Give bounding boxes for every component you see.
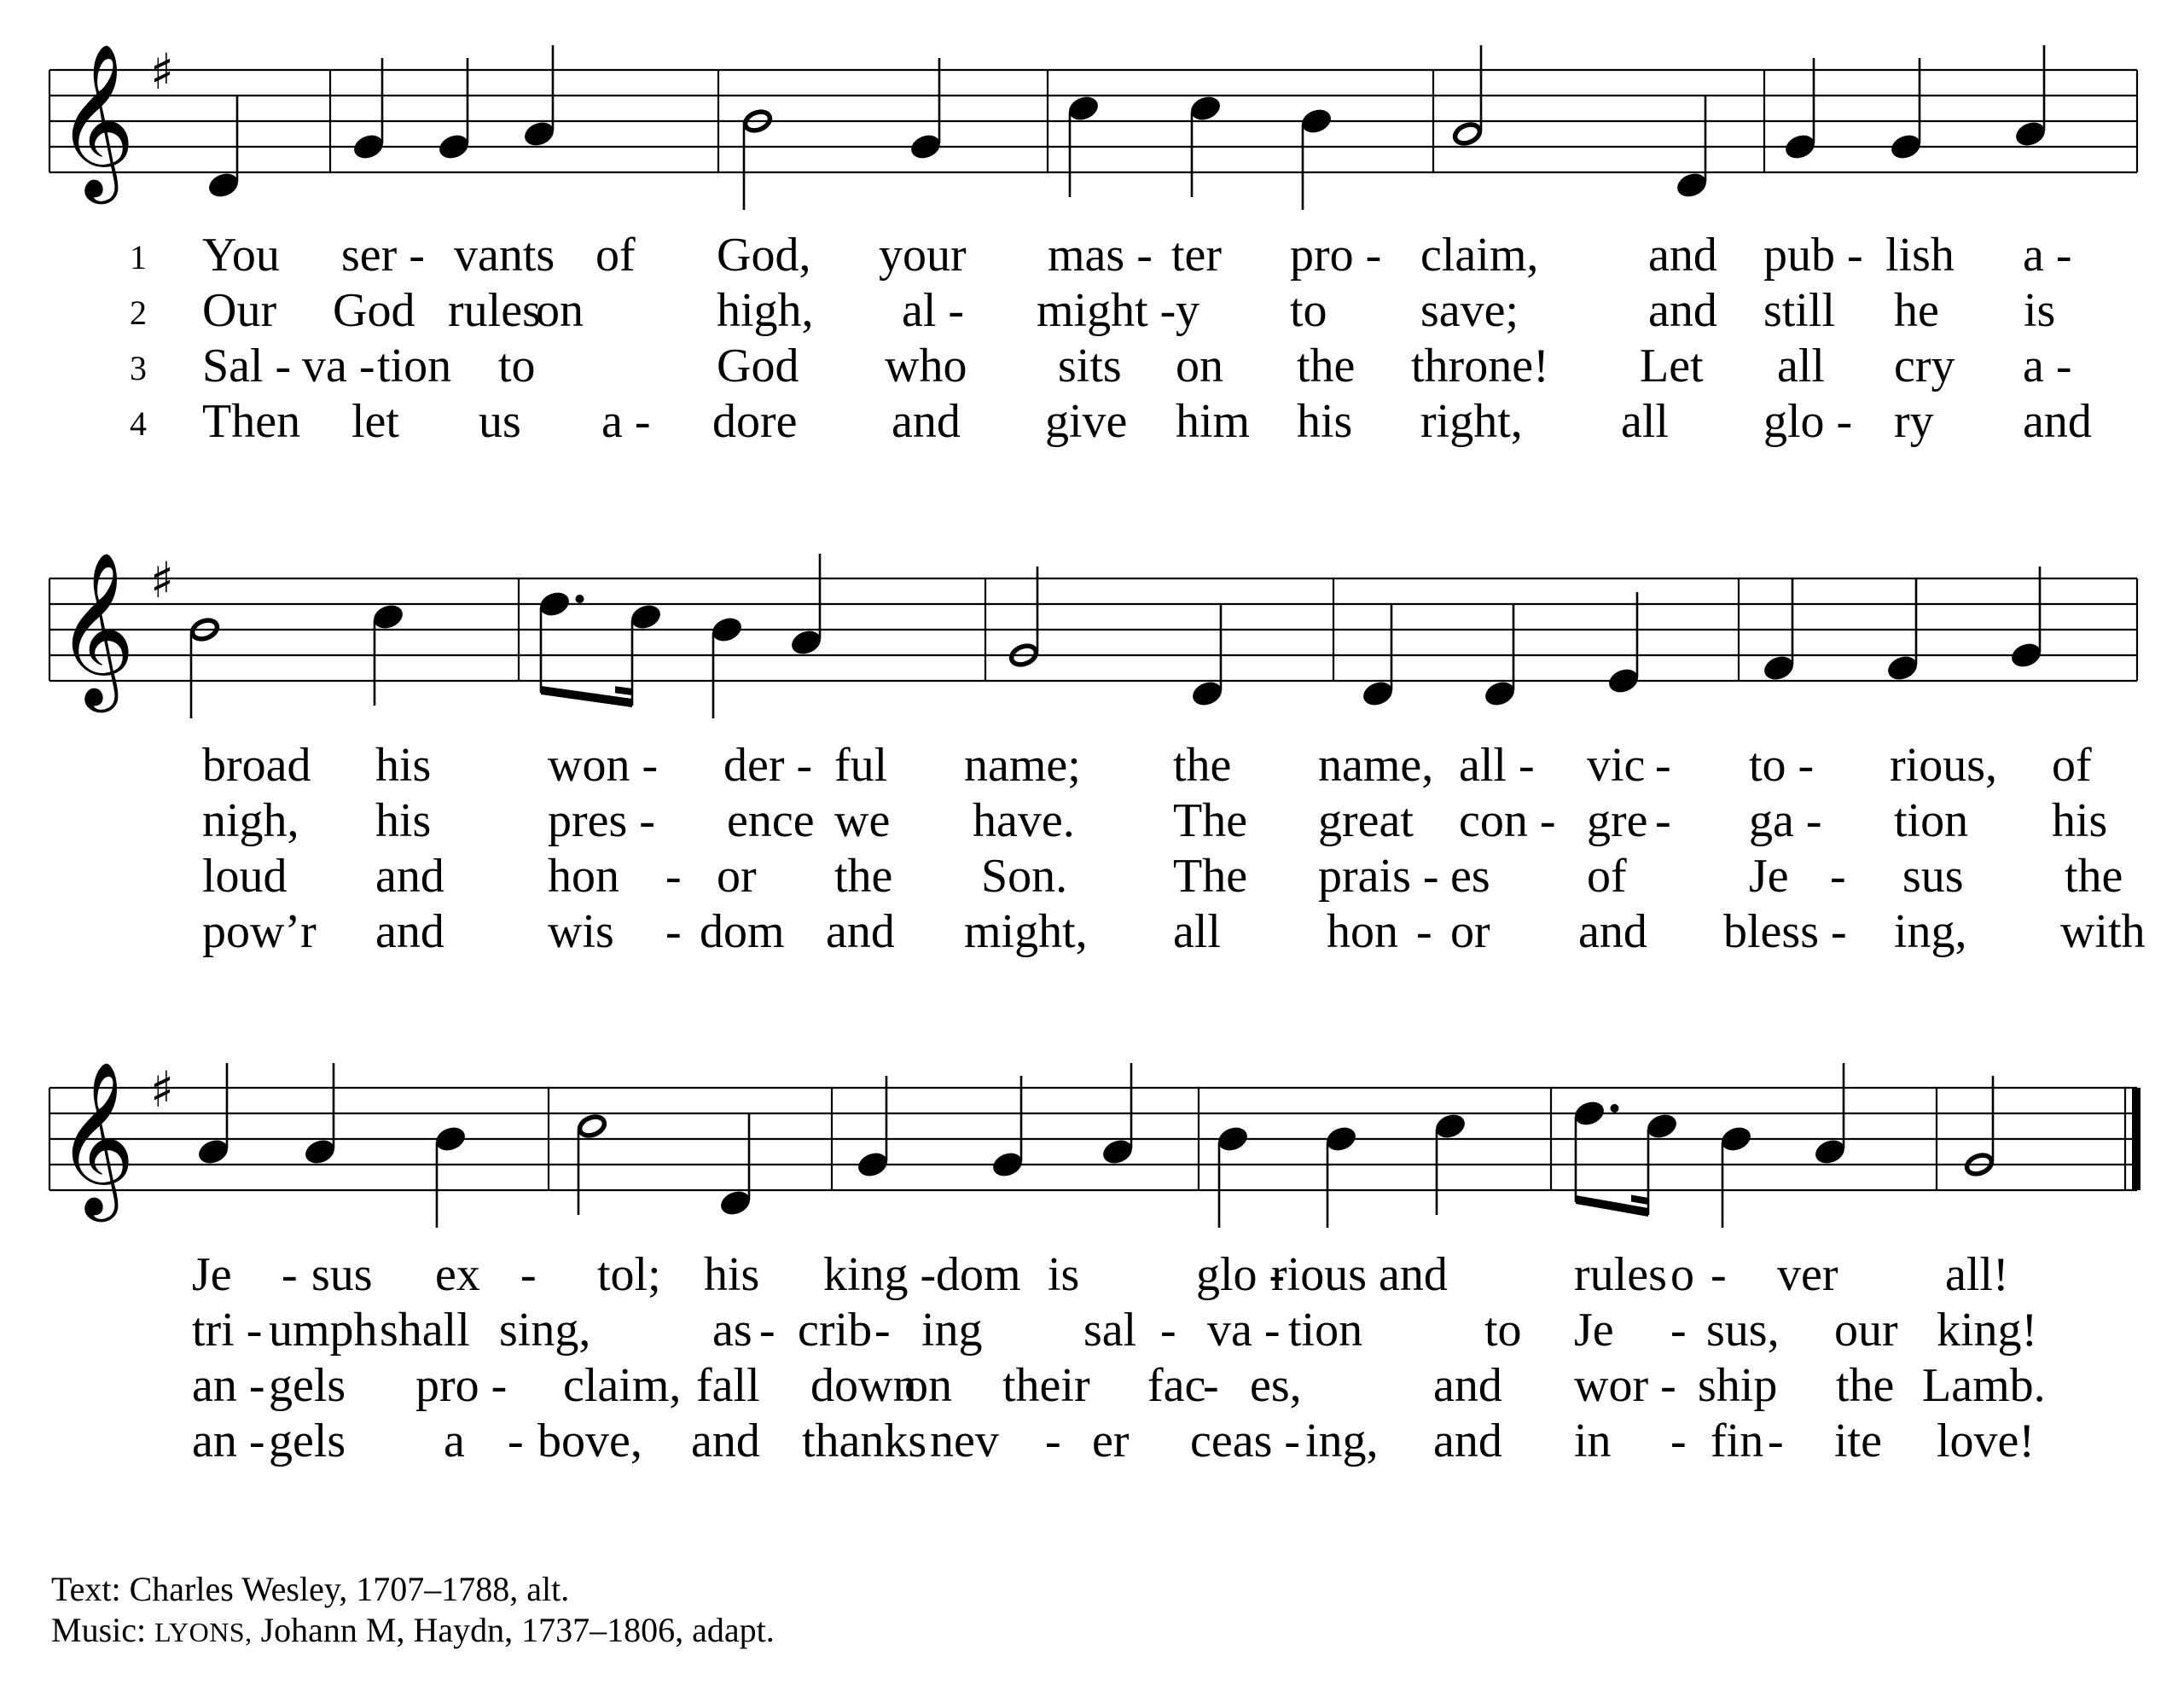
lyric-syllable: the (1836, 1359, 1895, 1412)
lyric-syllable: nev (930, 1415, 999, 1467)
quarter-note (1644, 1111, 1680, 1142)
quarter-note (1215, 1124, 1251, 1154)
augmentation-dot (576, 595, 584, 603)
lyric-syllable: rious (1271, 1248, 1367, 1301)
lyric-syllable: the (1297, 340, 1356, 392)
lyric-syllable: er (1092, 1415, 1130, 1467)
lyric-syllable: Je (192, 1248, 232, 1301)
lyric-syllable: con - (1459, 794, 1556, 847)
lyric-syllable: tri - (192, 1304, 263, 1357)
lyric-syllable: and (1648, 284, 1717, 337)
key-signature-sharp: ♯ (150, 1060, 175, 1118)
quarter-note (1188, 93, 1223, 124)
quarter-note (2013, 119, 2048, 149)
lyric-syllable: lish (1885, 229, 1955, 282)
system-3 (49, 1060, 2140, 1467)
lyric-syllable: all (1621, 395, 1669, 448)
lyric-syllable: or (717, 850, 757, 903)
lyric-syllable: high, (717, 284, 814, 337)
lyric-syllable: and (1648, 229, 1717, 282)
text-credit (51, 1568, 569, 1611)
lyric-syllable: on (904, 1359, 952, 1412)
lyric-syllable: is (2024, 284, 2056, 337)
half-note (577, 1113, 607, 1139)
lyric-syllable: ex (435, 1248, 480, 1301)
lyric-syllable: ite (1834, 1415, 1882, 1467)
lyric-syllable: You (202, 229, 280, 282)
lyric-syllable: is (1048, 1248, 1080, 1301)
lyric-syllable: his (1297, 395, 1353, 448)
lyric-syllable: tol; (597, 1248, 661, 1301)
lyric-syllable: his (2052, 794, 2108, 847)
lyric-syllable: tion (1894, 794, 1969, 847)
lyric-syllable: name, (1318, 739, 1434, 792)
lyric-syllable: es (1450, 850, 1490, 903)
lyric-syllable: or (1450, 905, 1490, 958)
lyric-syllable: - (1045, 1415, 1061, 1467)
lyric-syllable: va - (302, 340, 375, 392)
lyric-syllable: - (1830, 850, 1846, 903)
quarter-note (351, 131, 386, 162)
lyric-syllable: claim, (563, 1359, 682, 1412)
lyric-syllable: all! (1945, 1248, 2009, 1301)
lyric-syllable: ga - (1749, 794, 1822, 847)
treble-clef: 𝄞 (56, 1060, 136, 1215)
quarter-note (1482, 678, 1518, 709)
lyric-syllable: to (1484, 1304, 1522, 1357)
lyric-syllable: of (2052, 739, 2092, 792)
lyric-syllable: to (498, 340, 536, 392)
lyric-syllable: va - (1207, 1304, 1281, 1357)
quarter-note (1761, 653, 1797, 683)
lyric-syllable: Our (202, 284, 277, 337)
quarter-note (1066, 93, 1101, 124)
system-2 (49, 550, 2146, 958)
lyric-syllable: Je (1574, 1304, 1614, 1357)
lyric-syllable: his (375, 739, 432, 792)
quarter-note (1888, 131, 1924, 162)
lyric-syllable: his (375, 794, 432, 847)
lyric-syllable: der - (723, 739, 813, 792)
lyric-syllable: and (1433, 1415, 1502, 1467)
quarter-note (1606, 665, 1641, 696)
lyric-syllable: great (1318, 794, 1414, 847)
lyric-syllable: his (704, 1248, 760, 1301)
lyric-syllable: pro - (1290, 229, 1382, 282)
lyric-syllable: glo - (1763, 395, 1853, 448)
lyric-syllable: mas - (1048, 229, 1153, 282)
lyric-syllable: crib (798, 1304, 873, 1357)
lyric-syllable: - (1768, 1415, 1784, 1467)
quarter-note (788, 627, 824, 658)
lyric-syllable: broad (202, 739, 311, 792)
lyric-syllable: Sal - (202, 340, 292, 392)
quarter-note (537, 589, 572, 619)
lyric-syllable: a (444, 1415, 465, 1467)
quarter-note (1298, 106, 1334, 137)
lyric-syllable: and (892, 395, 961, 448)
lyric-syllable: shall (380, 1304, 470, 1357)
lyric-syllable: an - (192, 1359, 265, 1412)
lyric-syllable: and (2023, 395, 2092, 448)
lyric-syllable: and (1578, 905, 1647, 958)
lyric-syllable: dore (712, 395, 798, 448)
lyric-syllable: wor - (1574, 1359, 1676, 1412)
lyric-syllable: rious, (1890, 739, 1997, 792)
lyric-syllable: prais - (1318, 850, 1439, 903)
lyric-syllable: us (479, 395, 521, 448)
lyric-syllable: to - (1749, 739, 1815, 792)
lyric-syllable: Son. (981, 850, 1068, 903)
lyric-syllable: fac (1147, 1359, 1206, 1412)
treble-clef: 𝄞 (56, 550, 136, 706)
quarter-note (1189, 678, 1225, 709)
lyric-syllable: - (1711, 1248, 1727, 1301)
lyric-syllable: God (717, 340, 799, 392)
lyric-syllable: ing, (1894, 905, 1967, 958)
lyric-syllable: the (2065, 850, 2123, 903)
lyric-syllable: save; (1420, 284, 1519, 337)
lyric-syllable: hon (1327, 905, 1398, 958)
lyric-syllable: pro - (415, 1359, 508, 1412)
lyric-syllable: gels (269, 1359, 346, 1412)
lyric-syllable: The (1173, 850, 1248, 903)
key-signature-sharp: ♯ (150, 43, 175, 101)
sixteenth-beam (615, 686, 632, 695)
lyric-syllable: glo - (1196, 1248, 1286, 1301)
lyric-syllable: throne! (1411, 340, 1549, 392)
lyric-syllable: the (1173, 739, 1232, 792)
lyric-syllable: the (834, 850, 893, 903)
verse-number: 1 (130, 238, 147, 276)
lyric-syllable: ser - (341, 229, 425, 282)
quarter-note (195, 1136, 231, 1167)
lyric-syllable: tion (377, 340, 452, 392)
lyric-syllable: as (712, 1304, 752, 1357)
lyric-syllable: on (536, 284, 584, 337)
lyric-syllable: ship (1698, 1359, 1778, 1412)
lyric-syllable: on (1176, 340, 1223, 392)
quarter-note (370, 601, 406, 632)
lyric-syllable: rules (448, 284, 541, 337)
lyric-syllable: love! (1937, 1415, 2036, 1467)
lyric-syllable: might - (1037, 284, 1176, 337)
lyric-syllable: fall (696, 1359, 760, 1412)
lyric-syllable: in (1574, 1415, 1612, 1467)
lyric-syllable: sus (1902, 850, 1964, 903)
lyric-syllable: ver (1777, 1248, 1838, 1301)
quarter-note (206, 170, 241, 200)
lyric-syllable: he (1894, 284, 1939, 337)
lyric-syllable: king - (823, 1248, 937, 1301)
final-barline (2132, 1088, 2140, 1190)
lyric-syllable: and (375, 905, 444, 958)
lyric-syllable: gels (269, 1415, 346, 1467)
text-credit-value: Charles Wesley, 1707–1788, alt. (129, 1570, 570, 1608)
lyric-syllable: all (1173, 905, 1221, 958)
lyric-syllable: loud (202, 850, 288, 903)
lyric-syllable: nigh, (202, 794, 299, 847)
lyric-syllable: we (834, 794, 891, 847)
lyric-syllable: our (1834, 1304, 1898, 1357)
lyric-syllable: ing, (1305, 1415, 1379, 1467)
lyric-syllable: o (1670, 1248, 1694, 1301)
lyric-syllable: of (595, 229, 636, 282)
lyric-syllable: still (1763, 284, 1836, 337)
lyric-syllable: fin (1711, 1415, 1764, 1467)
quarter-note (628, 601, 664, 632)
lyric-syllable: tion (1288, 1304, 1363, 1357)
lyric-syllable: - (1160, 1304, 1176, 1357)
lyric-syllable: - (874, 1304, 891, 1357)
lyric-syllable: ing (921, 1304, 983, 1357)
lyric-syllable: Lamb. (1922, 1359, 2046, 1412)
lyric-syllable: - (1655, 794, 1671, 847)
verse-number: 4 (130, 404, 147, 443)
lyric-syllable: have. (973, 794, 1075, 847)
lyric-syllable: ence (727, 794, 815, 847)
lyric-syllable: a - (2023, 229, 2072, 282)
lyric-syllable: all - (1459, 739, 1535, 792)
lyric-syllable: give (1045, 395, 1128, 448)
quarter-note (433, 1124, 468, 1154)
lyric-syllable: umph (269, 1304, 378, 1357)
sixteenth-beam (1631, 1194, 1648, 1205)
lyric-syllable: sing, (499, 1304, 591, 1357)
lyric-syllable: rules (1574, 1248, 1667, 1301)
text-credit-label: Text: (51, 1570, 121, 1608)
lyric-syllable: gre (1587, 794, 1648, 847)
quarter-note (1360, 678, 1396, 709)
quarter-note (1432, 1111, 1468, 1142)
lyric-syllable: with (2060, 905, 2146, 958)
augmentation-dot (1611, 1104, 1619, 1113)
music-credit-value: Johann M, Haydn, 1737–1806, adapt. (260, 1611, 775, 1649)
lyric-syllable: to (1290, 284, 1327, 337)
lyric-syllable: al - (902, 284, 965, 337)
lyric-syllable: a - (2023, 340, 2072, 392)
quarter-note (1323, 1124, 1359, 1154)
music-credit (51, 1609, 775, 1653)
lyric-syllable: who (885, 340, 967, 392)
lyric-syllable: - (508, 1415, 524, 1467)
lyric-syllable: and (691, 1415, 760, 1467)
lyric-syllable: - (1670, 1415, 1687, 1467)
lyric-syllable: and (826, 905, 895, 958)
lyric-syllable: all (1777, 340, 1825, 392)
lyric-syllable: their (1002, 1359, 1090, 1412)
lyric-syllable: claim, (1420, 229, 1539, 282)
lyric-syllable: pub - (1763, 229, 1863, 282)
lyric-syllable: might, (964, 905, 1088, 958)
lyric-syllable: - (1203, 1359, 1219, 1412)
lyric-syllable: thanks (802, 1415, 927, 1467)
lyric-syllable: Je (1749, 850, 1789, 903)
lyric-syllable: God, (717, 229, 811, 282)
key-signature-sharp: ♯ (150, 551, 175, 609)
lyric-syllable: king! (1937, 1304, 2038, 1357)
quarter-note (1571, 1098, 1607, 1129)
lyric-syllable: Let (1640, 340, 1704, 392)
lyric-syllable: sal (1083, 1304, 1137, 1357)
lyric-syllable: vants (454, 229, 555, 282)
lyric-syllable: es, (1250, 1359, 1302, 1412)
quarter-note (1885, 653, 1920, 683)
lyric-syllable: sits (1058, 340, 1122, 392)
lyric-syllable: wis (548, 905, 614, 958)
lyric-syllable: - (665, 850, 682, 903)
quarter-note (2008, 640, 2044, 671)
lyric-syllable: hon (548, 850, 619, 903)
quarter-note (717, 1188, 753, 1218)
quarter-note (1812, 1136, 1848, 1167)
quarter-note (521, 119, 557, 149)
lyric-syllable: won - (548, 739, 659, 792)
lyric-syllable: your (879, 229, 967, 282)
lyric-syllable: - (520, 1248, 537, 1301)
lyric-syllable: an - (192, 1415, 265, 1467)
lyric-syllable: pow’r (202, 905, 317, 958)
music-credit-label: Music: (51, 1611, 147, 1649)
quarter-note (302, 1136, 338, 1167)
lyric-syllable: vic (1587, 739, 1646, 792)
lyric-syllable: God (333, 284, 415, 337)
lyric-syllable: and (375, 850, 444, 903)
lyric-syllable: - (759, 1304, 775, 1357)
quarter-note (1718, 1124, 1754, 1154)
lyric-syllable: bove, (537, 1415, 642, 1467)
lyric-syllable: ceas - (1190, 1415, 1301, 1467)
lyric-syllable: right, (1420, 395, 1523, 448)
lyric-syllable: - (1670, 1304, 1687, 1357)
lyric-syllable: ful (834, 739, 888, 792)
lyric-syllable: pres - (548, 794, 655, 847)
quarter-note (908, 131, 944, 162)
lyric-syllable: and (1433, 1359, 1502, 1412)
lyric-syllable: sus, (1706, 1304, 1780, 1357)
quarter-note (709, 614, 745, 645)
tune-name: LYONS, (154, 1617, 253, 1647)
lyric-syllable: him (1176, 395, 1251, 448)
quarter-note (1782, 131, 1818, 162)
lyric-syllable: - (282, 1248, 298, 1301)
lyric-syllable: Then (202, 395, 301, 448)
verse-number: 3 (130, 349, 147, 387)
system-1 (49, 42, 2137, 448)
lyric-syllable: ter (1171, 229, 1223, 282)
quarter-note (855, 1149, 891, 1180)
lyric-syllable: - (1655, 739, 1671, 792)
quarter-note (1674, 170, 1710, 200)
lyric-syllable: - (665, 905, 682, 958)
lyric-syllable: dom (700, 905, 785, 958)
lyric-syllable: cry (1894, 340, 1955, 392)
lyric-syllable: dom (936, 1248, 1021, 1301)
lyric-syllable: y (1176, 284, 1199, 337)
quarter-note (1100, 1136, 1136, 1167)
lyric-syllable: name; (964, 739, 1081, 792)
lyric-syllable: The (1173, 794, 1248, 847)
half-note (1452, 121, 1482, 147)
lyric-syllable: of (1587, 850, 1627, 903)
verse-number: 2 (130, 293, 147, 332)
treble-clef: 𝄞 (56, 42, 136, 197)
lyric-syllable: let (351, 395, 399, 448)
lyric-syllable: bless - (1723, 905, 1847, 958)
lyric-syllable: down (810, 1359, 917, 1412)
quarter-note (990, 1149, 1025, 1180)
lyric-syllable: - (1416, 905, 1432, 958)
lyric-syllable: and (1379, 1248, 1448, 1301)
lyric-syllable: sus (311, 1248, 373, 1301)
quarter-note (436, 131, 472, 162)
lyric-syllable: a - (601, 395, 651, 448)
lyric-syllable: ry (1894, 395, 1934, 448)
